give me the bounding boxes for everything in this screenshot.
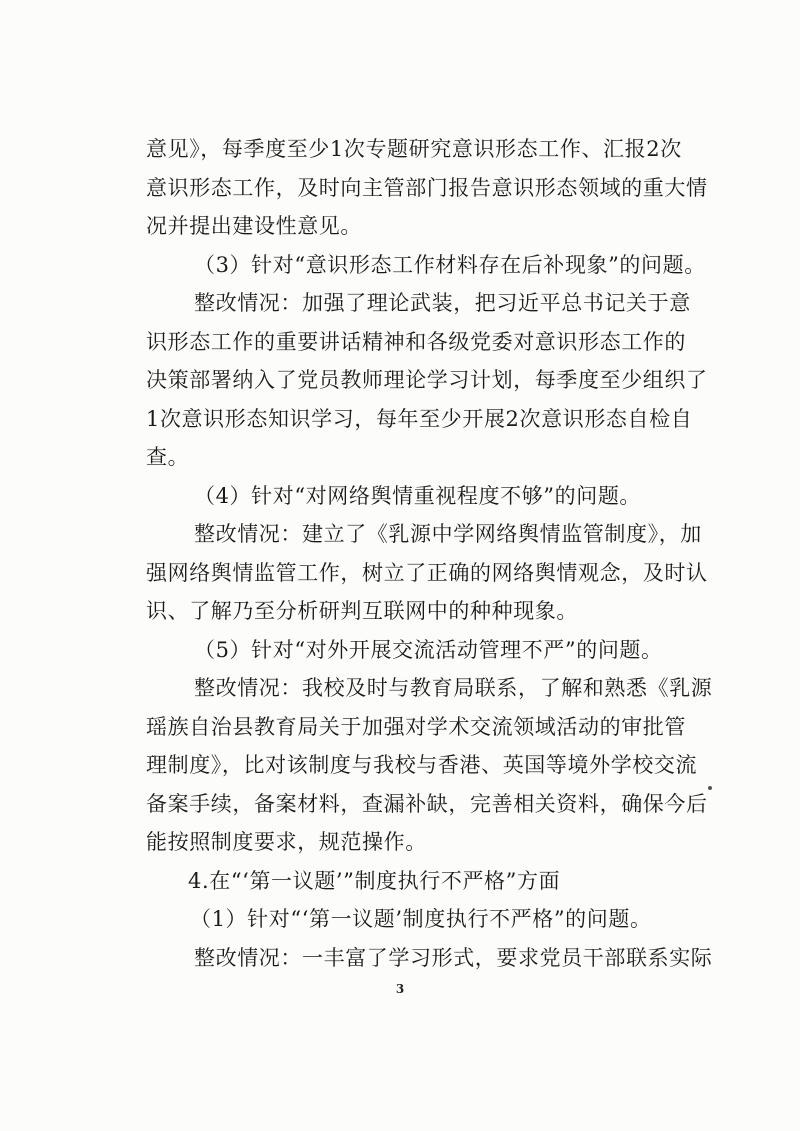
text-line: 瑶族自治县教育局关于加强对学术交流领域活动的审批管 (146, 714, 686, 739)
text-line: 决策部署纳入了党员教师理论学习计划，每季度至少组织了 (146, 368, 708, 392)
text-line: 整改情况：建立了《乳源中学网络舆情监管制度》，加 (194, 522, 702, 546)
text-line: 整改情况：我校及时与教育局联系，了解和熟悉《乳源 (194, 676, 713, 700)
text-line: 理制度》，比对该制度与我校与香港、英国等境外学校交流 (146, 753, 698, 777)
text-line: 识、了解乃至分析研判互联网中的种种现象。 (146, 599, 578, 623)
text-line: 强网络舆情监管工作，树立了正确的网络舆情观念，及时认 (146, 560, 708, 585)
text-line: 识形态工作的重要讲话精神和各级党委对意识形态工作的 (146, 329, 686, 354)
text-line: 备案手续，备案材料，查漏补缺，完善相关资料，确保今后 (146, 791, 708, 816)
text-line: 意见》，每季度至少1次专题研究意识形态工作、汇报2次 (146, 137, 682, 161)
text-line: 况并提出建设性意见。 (146, 214, 362, 238)
text-line: 整改情况：一丰富了学习形式，要求党员干部联系实际 (194, 945, 713, 970)
text-line: 查。 (146, 445, 190, 469)
body-text (146, 130, 713, 977)
text-line: 整改情况：加强了理论武装，把习近平总书记关于意 (194, 291, 691, 315)
section-heading-4: 4.在“‘第一议题’”制度执行不严格”方面 (188, 868, 561, 893)
item-heading-1: （1）针对“‘第一议题’制度执行不严格”的问题。 (190, 907, 652, 931)
scan-speck (708, 786, 712, 790)
page-number: 3 (395, 982, 405, 996)
text-line: 能按照制度要求，规范操作。 (146, 830, 427, 854)
text-line: 意识形态工作，及时向主管部门报告意识形态领域的重大情 (146, 175, 708, 200)
item-heading-3: （3）针对“意识形态工作材料存在后补现象”的问题。 (194, 252, 706, 277)
item-heading-5: （5）针对“对外开展交流活动管理不严”的问题。 (194, 637, 663, 662)
text-line: 1次意识形态知识学习，每年至少开展2次意识形态自检自 (146, 406, 693, 431)
item-heading-4: （4）针对“对网络舆情重视程度不够”的问题。 (194, 483, 642, 508)
